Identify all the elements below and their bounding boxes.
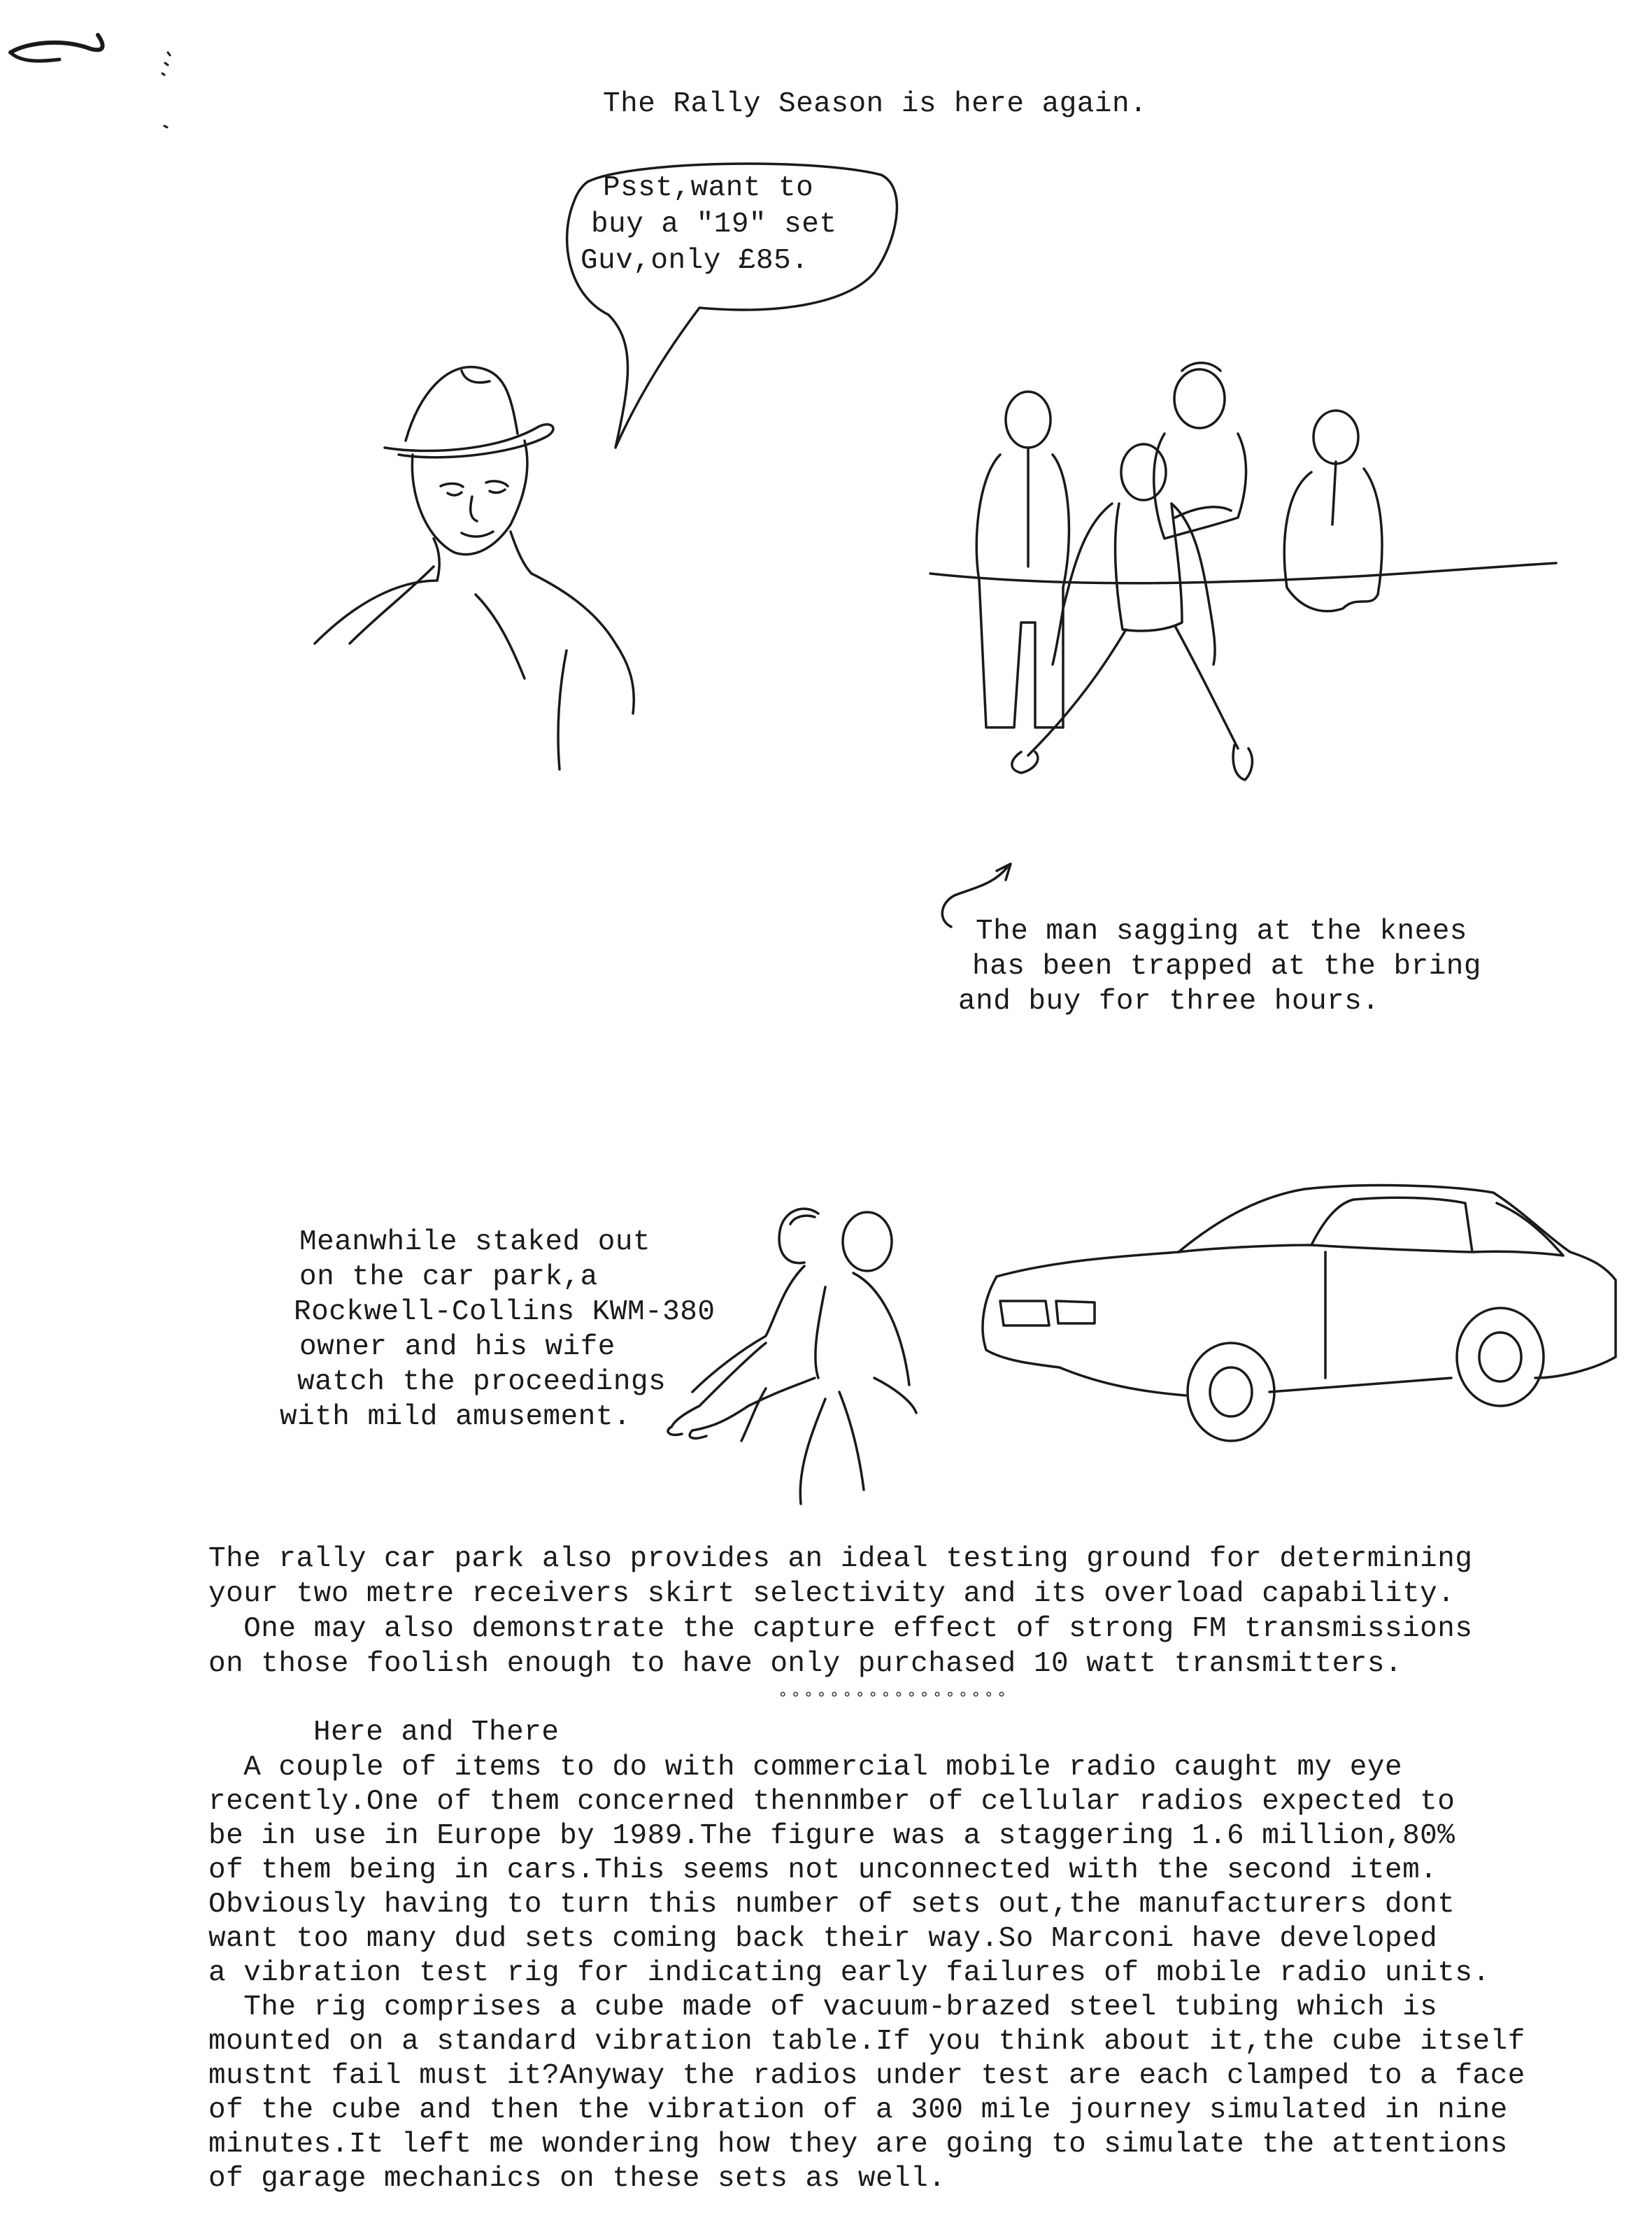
car-park-caption-line-6: with mild amusement. [280,1401,632,1433]
car-park-caption-line-2: on the car park,a [299,1261,598,1293]
intro-line-1: The rally car park also provides an ideal testing ground for determining [208,1543,1473,1575]
body-line: a vibration test rig for indicating early failures of mobile radio units. [208,1957,1490,1989]
speech-bubble-line-2: buy a "19" set [591,208,837,241]
body-line: mustnt fail must it?Anyway the radios under test are each clamped to a face [208,2060,1525,2092]
speech-bubble-line-3: Guv,only £85. [581,245,809,277]
body-line: of garage mechanics on these sets as well. [208,2163,946,2195]
body-line: Obviously having to turn this number of sets out,the manufacturers dont [208,1889,1455,1921]
corner-pen-mark [0,21,182,147]
intro-line-4: on those foolish enough to have only purchased 10 watt transmitters. [208,1648,1403,1680]
couple-sitting-illustration [643,1196,937,1504]
crowd-caption-line-3: and buy for three hours. [958,986,1380,1018]
section-heading: Here and There [313,1716,560,1749]
car-park-caption-line-4: owner and his wife [299,1331,615,1363]
man-in-hat-illustration [301,350,650,783]
intro-line-3: One may also demonstrate the capture effect of strong FM transmissions [208,1613,1473,1645]
speech-bubble-line-1: Psst,want to [603,172,814,204]
car-park-caption-line-1: Meanwhile staked out [299,1226,651,1258]
page-title: The Rally Season is here again. [603,88,1148,120]
crowd-caption-line-2: has been trapped at the bring [972,951,1482,983]
body-line: of them being in cars.This seems not unconnected with the second item. [208,1854,1438,1886]
section-separator: °°°°°°°°°°°°°°°°°° [778,1690,1010,1709]
crowd-caption-line-1: The man sagging at the knees [976,916,1467,948]
body-line: want too many dud sets coming back their way.So Marconi have developed [208,1923,1438,1955]
body-line: minutes.It left me wondering how they are going to simulate the attentions [208,2128,1508,2161]
body-line: be in use in Europe by 1989.The figure was a staggering 1.6 million,80% [208,1820,1455,1852]
car-park-caption-line-5: watch the proceedings [297,1366,667,1398]
car-illustration [976,1175,1626,1483]
body-line: of the cube and then the vibration of a 300 mile journey simulated in nine [208,2094,1508,2126]
body-line: recently.One of them concerned thennmber of cellular radios expected to [208,1786,1455,1818]
intro-line-2: your two metre receivers skirt selectivity and its overload capability. [208,1578,1455,1610]
car-park-caption-line-3: Rockwell-Collins KWM-380 [294,1296,715,1328]
body-line: mounted on a standard vibration table.If you think about it,the cube itself [208,2026,1525,2058]
body-text [208,1751,1525,2196]
body-line: The rig comprises a cube made of vacuum-brazed steel tubing which is [208,1991,1438,2024]
crowd-at-rope-illustration [923,357,1567,874]
body-line: A couple of items to do with commercial mobile radio caught my eye [208,1751,1403,1784]
